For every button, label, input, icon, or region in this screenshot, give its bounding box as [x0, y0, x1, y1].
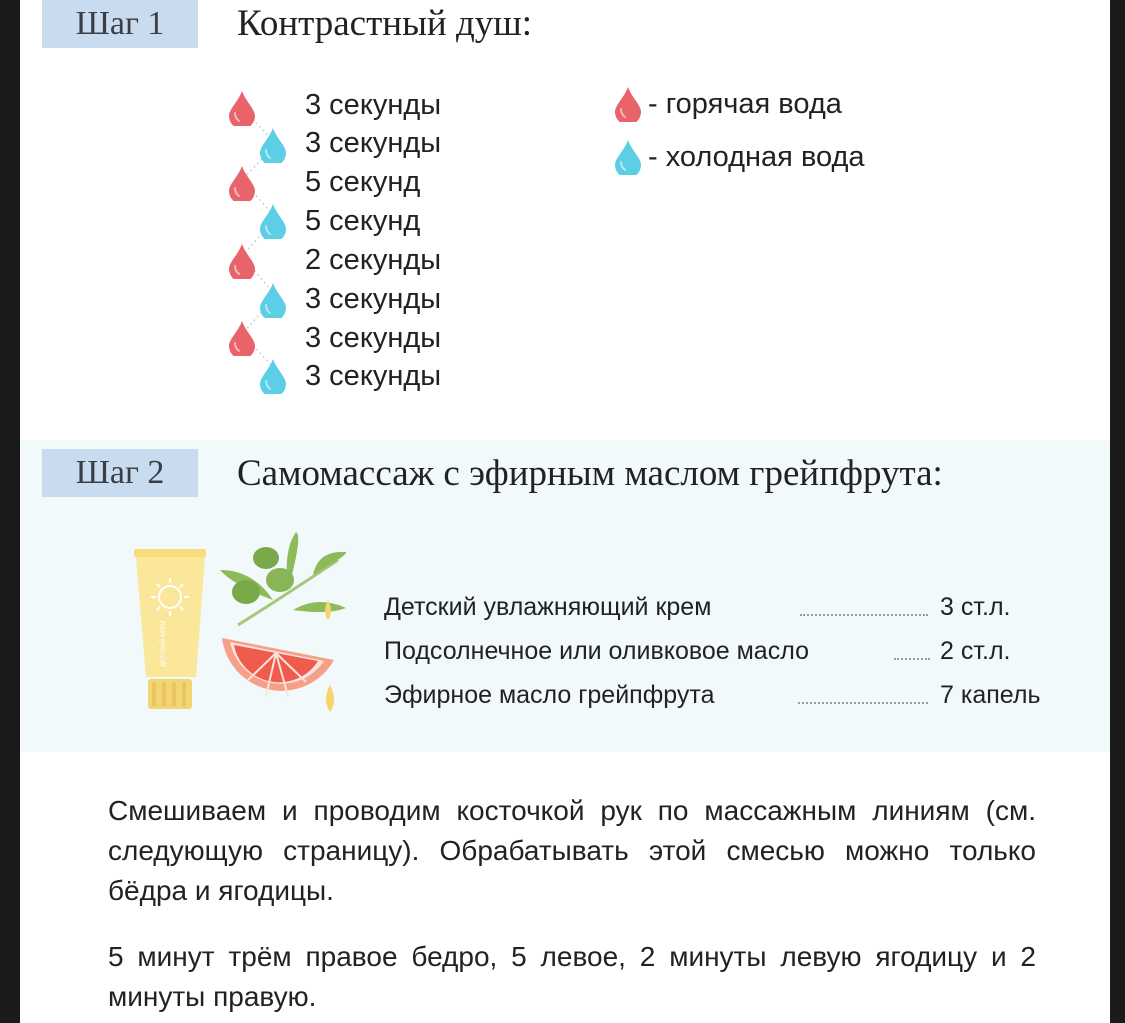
- cold-water-drop-icon: [613, 139, 643, 175]
- ingredient-row: [384, 632, 1084, 670]
- ingredient-row: [384, 676, 1084, 714]
- sequence-time-label: 2 секунды: [305, 244, 442, 276]
- ingredient-leader-dots: [894, 658, 930, 660]
- page: [20, 0, 1110, 1023]
- sequence-time-label: 3 секунды: [305, 89, 442, 121]
- cold-water-drop-icon: [258, 203, 288, 239]
- sequence-time-label: 3 секунды: [305, 127, 442, 159]
- ingredient-name: Детский увлажняющий крем: [384, 593, 712, 621]
- hot-water-drop-icon: [227, 165, 257, 201]
- legend-cold-label: - холодная вода: [648, 141, 865, 173]
- grapefruit-slice-icon: [218, 630, 348, 725]
- sequence-time-label: 3 секунды: [305, 360, 442, 392]
- step-1-title: Контрастный душ:: [237, 3, 533, 44]
- ingredient-row: [384, 588, 1084, 626]
- sequence-time-label: 5 секунд: [305, 166, 421, 198]
- step-1-tag: Шаг 1: [42, 0, 198, 48]
- instruction-paragraph-1: Смешиваем и проводим косточкой рук по массажным линиям (см. следующую страницу). Обрабатывать этой смесью можно только бёдра и ягодицы.: [108, 795, 1036, 906]
- hot-water-drop-icon: [227, 243, 257, 279]
- ingredient-quantity: 7 капель: [940, 681, 1041, 709]
- ingredient-name: Подсолнечное или оливковое масло: [384, 637, 809, 665]
- sequence-time-label: 3 секунды: [305, 283, 442, 315]
- ingredient-leader-dots: [800, 614, 928, 616]
- ingredient-leader-dots: [798, 702, 928, 704]
- instruction-paragraph-2: 5 минут трём правое бедро, 5 левое, 2 минуты левую ягодицу и 2 минуты правую.: [108, 941, 1036, 1012]
- legend-hot-label: - горячая вода: [648, 88, 842, 120]
- cold-water-drop-icon: [258, 358, 288, 394]
- cream-tube-icon: [132, 545, 212, 715]
- cold-water-drop-icon: [258, 282, 288, 318]
- hot-water-drop-icon: [613, 86, 643, 122]
- olive-branch-icon: [218, 530, 358, 640]
- ingredient-name: Эфирное масло грейпфрута: [384, 681, 715, 709]
- tube-label: ДЕТСКИЙ КРЕМ: [161, 620, 167, 667]
- step-2-title: Самомассаж с эфирным маслом грейпфрута:: [237, 453, 943, 494]
- sequence-time-label: 3 секунды: [305, 322, 442, 354]
- ingredient-quantity: 2 ст.л.: [940, 637, 1011, 665]
- ingredient-quantity: 3 ст.л.: [940, 593, 1011, 621]
- step-2-tag: Шаг 2: [42, 449, 198, 497]
- sequence-time-label: 5 секунд: [305, 205, 421, 237]
- hot-water-drop-icon: [227, 320, 257, 356]
- cold-water-drop-icon: [258, 127, 288, 163]
- hot-water-drop-icon: [227, 90, 257, 126]
